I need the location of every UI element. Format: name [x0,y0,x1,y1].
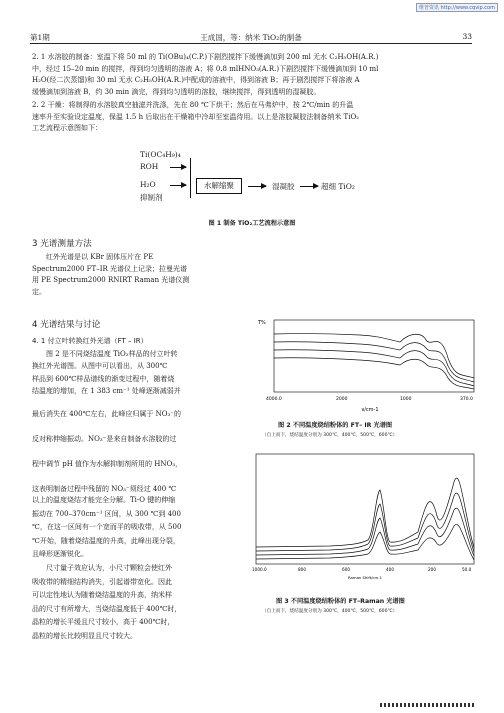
section-2-2 [32,100,472,135]
section-2-1 [32,52,472,98]
arrow-to-tio2 [300,186,318,187]
raman-tick-200: 200 [428,567,436,572]
text-line: Spectrum2000 FT–IR 光谱仪上记录；拉曼光谱 [32,264,187,273]
text-line: 这表明制备过程中残留的 NO₃⁻须经过 400 ℃ [32,485,177,493]
section-4-1-body-cont [32,402,242,502]
ftir-x-label: ν/cm-1 [361,407,379,413]
raman-plot-frame [256,454,474,564]
ftir-tick-2000: 2000 [336,397,348,402]
text-line: 工艺流程示意图如下： [32,124,102,133]
text-line: 品的尺寸有所增大，当烧结温度低于 400℃时， [32,604,182,613]
ftir-tick-1000: 1000 [400,397,412,402]
raman-curve-500 [256,508,474,556]
section-4-1-title: 4. 1 付立叶转换红外光谱（FT – IR） [32,337,148,345]
text-line: 吸收带的精细结构消失，引起谱带宽化。因此 [32,577,172,586]
flow-input-tibutoxide: Ti(OC₄H₉)₄ [140,150,181,159]
text-line: 2. 2 干燥：将制得的水溶胶真空抽滤并洗涤，先在 80 ℃下烘干；然后在马弗炉中，按 2℃/min 的升温 [32,101,354,109]
running-title: 王成国，等：纳米 TiO₂的制备 [200,33,302,42]
ftir-curve-500 [274,350,474,386]
text-line: 2. 1 水溶胶的制备：室温下将 50 ml 的 Ti(OBu)₄(C.P.)下剧烈搅拌下缓慢滴加到 200 ml 无水 C₂H₅OH(A.R.) [32,53,379,61]
section-4-title: 4 光谱结果与讨论 [32,320,101,330]
text-line: 缓慢滴加到溶液 B，约 30 min 滴完，得到均匀透明的溶胶，继续搅拌，得到透明的湿凝胶。 [32,87,321,96]
watermark: 维普资讯 http://www.cqvip.com [416,3,498,12]
ftir-curve-300 [274,334,474,378]
figure-3-note: （自上而下，烧结温度分别为 300℃，400℃，500℃，600℃） [262,609,398,614]
text-line: 红外光谱是以 KBr 固体压片在 PE [46,253,154,261]
figure-2-caption: 图 2 不同温度烧结粉体的 FT– IR 光谱图 [278,422,393,429]
raman-tick-400: 400 [386,567,394,572]
raman-tick-600: 600 [342,567,350,572]
ftir-tick-4000: 4000.0 [266,397,282,402]
raman-curve-300 [256,478,474,548]
section-4-1-body [32,348,242,398]
page-number: 33 [462,32,472,41]
issue-number: 第1期 [30,33,50,42]
section-4-1-body-cont2 [32,494,242,644]
text-line: 振动在 700–370cm⁻¹ 区间，从 300 ℃到 400 [32,509,181,518]
raman-tick-50: 50.0 [462,567,472,572]
text-line: 尺寸量子效应认为，小尺寸颗粒会使红外 [46,563,172,572]
flow-input-h2o: H₂O [140,180,156,189]
text-line: 结温度的增加，在 1 383 cm⁻¹ 处峰逐渐减弱并 [32,387,181,396]
figure-1-caption: 图 1 制备 TiO₂工艺流程示意图 [208,220,296,227]
text-line: ℃开始，随着烧结温度的升高，此峰出现分裂， [32,536,180,545]
flow-input-roh: ROH [140,162,159,171]
figure-3-caption: 图 3 不同温度烧结粉体的 FT–Raman 光谱图 [276,598,405,605]
raman-x-label: Raman Shift/cm-1 [347,575,383,580]
text-line: 晶粒的增长平缓且尺寸较小，高于 400℃时， [32,618,175,627]
raman-curve-400 [256,493,474,552]
arrow-to-gel [248,186,266,187]
raman-tick-800: 800 [298,567,306,572]
text-line: H₂O(经二次蒸馏)和 30 ml 无水 C₂H₅OH(A.R.)中配成的溶液中，得到溶液 B；再于剧烈搅拌下将溶液 A [32,76,360,85]
text-line: 且峰形逐渐锐化。 [32,550,88,559]
text-line: 速率升至实验设定温度，保温 1.5 h 后取出在干燥箱中冷却至室温待用。以上是溶胶凝胶法制备纳米 TiO₂ [32,112,359,121]
ftir-curve-600 [274,358,474,389]
arrow-merge-line [190,158,191,198]
text-line: 晶粒的增长比较明显且尺寸较大。 [32,631,137,640]
ftir-spectrum-figure [250,318,480,416]
text-line: 定。 [32,287,46,296]
text-line: ℃，在这一区间有一个宽而平的吸收带，从 500 [32,523,182,532]
flow-output-tio2: 超细 TiO₂ [321,182,355,191]
raman-spectrum-figure [250,452,480,582]
text-line: 中，经过 15–20 min 的搅拌，得到均匀透明的溶液 A；将 0.8 mlHNO₃(A.R.)下剧烈搅拌下缓慢滴加到 10 ml [32,64,379,73]
text-line: 以上的温度烧结才能完全分解。Ti-O 键的伸缩 [32,496,176,504]
ftir-y-label: T% [258,320,266,326]
text-line: 图 2 是不同烧结温度 TiO₂样品的付立叶转 [46,350,178,358]
section-3-body [32,252,242,298]
text-line: 反对称伸缩振动。NO₃⁻是来自制备水溶胶的过 [32,435,177,443]
text-line: 样品到 600℃样品谱线的渐变过程中，随着烧 [32,374,175,383]
footer-rule [380,703,474,707]
text-line: 程中调节 pH 值作为水解抑制剂所用的 HNO₃， [32,460,183,468]
text-line: 可以定性地认为随着烧结温度的升高，纳米样 [32,591,172,600]
arrow-h2o [170,185,186,186]
arrow-roh [170,167,186,168]
flow-input-inhibitor: 抑制剂 [140,193,163,202]
text-line: 用 PE Spectrum2000 RNIRT Raman 光谱仪测 [32,276,190,285]
page-header [30,32,472,44]
raman-tick-1000: 1000.0 [252,567,267,572]
text-line: 最后消失在 400℃左右，此峰应归属于 NO₃⁻的 [32,410,182,418]
ftir-tick-370: 370.0 [460,397,473,402]
text-line: 换红外光谱图。从图中可以看出，从 300℃ [32,362,168,371]
ftir-plot-frame [274,320,474,392]
hydrolysis-box: 水解缩聚 [196,178,242,194]
section-3-title: 3 光谱测量方法 [32,239,92,249]
flow-wet-gel: 湿凝胶 [272,182,295,191]
figure-2-note: （自上而下，烧结温度分别为 300℃，400℃，500℃，600℃） [262,433,398,438]
process-flow-diagram [140,150,390,212]
